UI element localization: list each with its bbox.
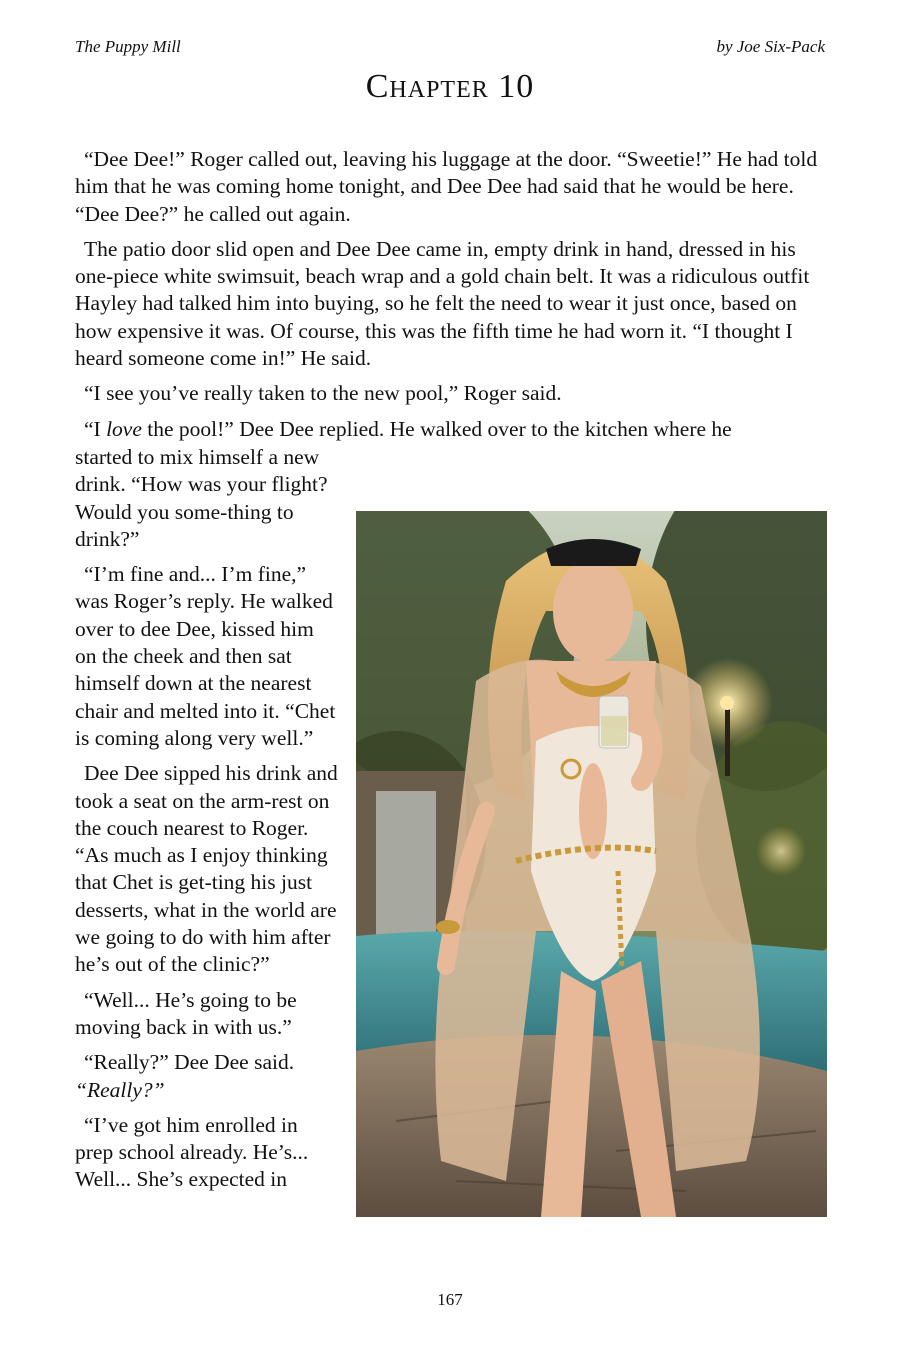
page-number: 167 <box>437 1290 463 1309</box>
body-text-narrow-column <box>75 444 340 1202</box>
author-line: by Joe Six-Pack <box>716 37 825 56</box>
paragraph: “I’m fine and... I’m fine,” was Roger’s reply. He walked over to dee Dee, kissed him on the cheek and then sat himself down at the nearest chair and melted into it. “Chet is coming along very well.” <box>75 562 336 750</box>
paragraph: The patio door slid open and Dee Dee came in, empty drink in hand, dressed in his one-piece white swimsuit, beach wrap and a gold chain belt. It was a ridiculous outfit Hayley had talked him into buying, so he felt the need to wear it just once, based on how expensive it was. Of course, this was the fifth time he had worn it. “I thought I heard someone come in!” He said. <box>75 236 810 371</box>
paragraph: “Well... He’s going to be moving back in with us.” <box>75 987 297 1039</box>
chapter-title: Chapter 10 <box>365 68 535 105</box>
paragraph: “I see you’ve really taken to the new pool,” Roger said. <box>84 381 562 406</box>
paragraph-continued: started to mix himself a new drink. “How was your flight? Would you some-thing to drink?” <box>75 445 328 551</box>
paragraph: “Really?” Dee Dee said. “Really?” <box>75 1050 295 1102</box>
waterfall <box>376 791 436 941</box>
illustration-svg <box>356 511 827 1217</box>
illustration-poolside-woman <box>356 511 827 1217</box>
lamp-post <box>725 706 730 776</box>
emphasis: love <box>106 416 142 441</box>
emphasis: “Really?” <box>75 1077 165 1102</box>
lamp-light <box>720 696 734 710</box>
paragraph: “I love the pool!” Dee Dee replied. He walked over to the kitchen where he <box>84 416 732 441</box>
paragraph: “I’ve got him enrolled in prep school already. He’s... Well... She’s expected in <box>75 1112 309 1192</box>
paragraph: Dee Dee sipped his drink and took a seat on the arm-rest on the couch nearest to Roger. “As much as I enjoy thinking that Chet is get-ting his just desserts, what in the world are we going to do with him after he’s out of the clinic?” <box>75 761 338 977</box>
body-text-full-width <box>75 146 827 443</box>
book-title: The Puppy Mill <box>75 37 181 56</box>
bracelet <box>436 920 460 934</box>
paragraph: “Dee Dee!” Roger called out, leaving his luggage at the door. “Sweetie!” He had told him that he was coming home tonight, and Dee Dee had said that he would be here. “Dee Dee?” he called out again. <box>75 147 818 226</box>
face <box>553 559 633 663</box>
